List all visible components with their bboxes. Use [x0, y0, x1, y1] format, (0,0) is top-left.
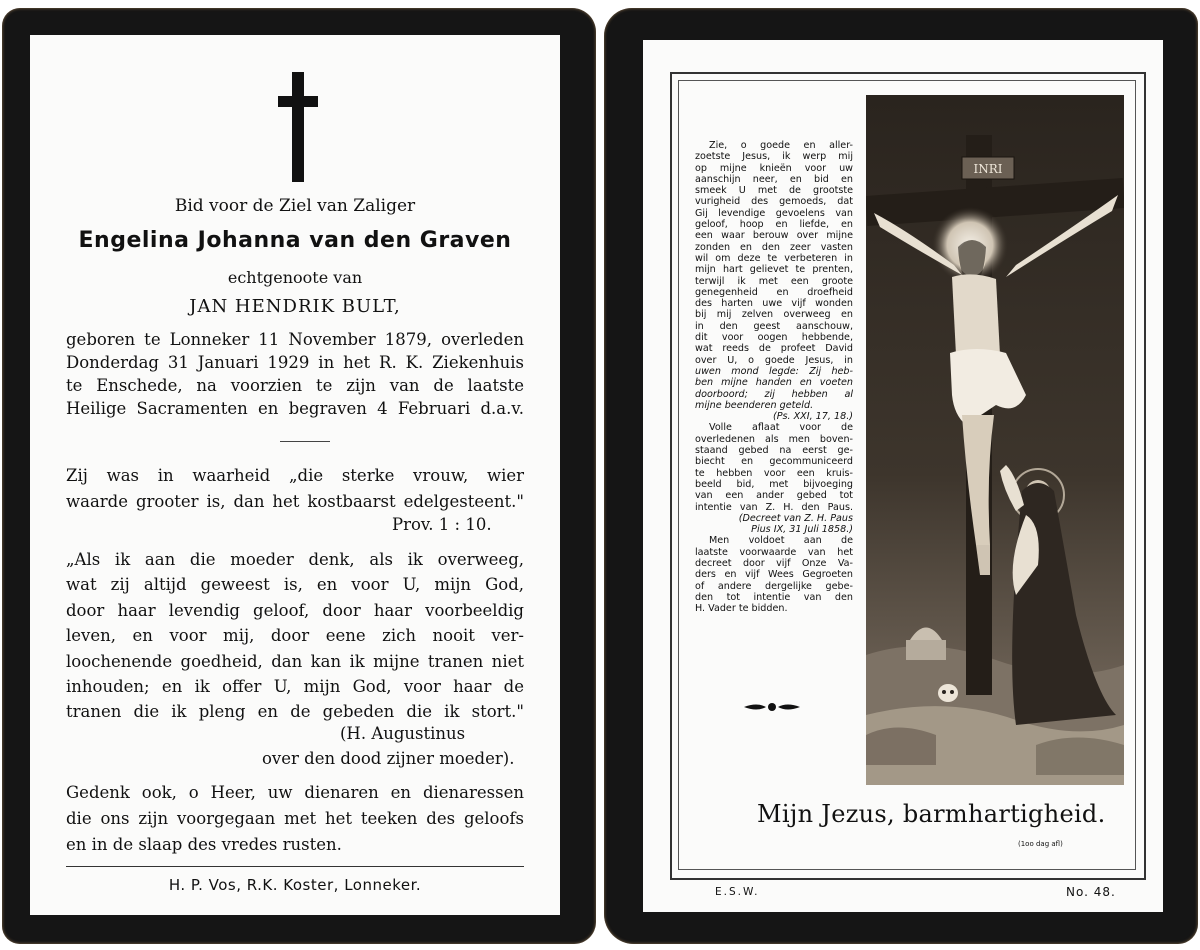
bio-line: Donderdag 31 Januari 1929 in het R. K. Ziekenhuis	[66, 353, 524, 372]
publisher-mark: E.S.W.	[715, 886, 760, 898]
prayer-line: vurigheid des gemoeds, dat	[695, 196, 853, 208]
motto-text: Mijn Jezus, barmhartigheid.	[757, 800, 1106, 828]
augustinus-reference-cont: over den dood zijner moeder).	[262, 749, 515, 768]
closing-prayer	[66, 780, 524, 858]
proverb-reference: Prov. 1 : 10.	[392, 515, 492, 534]
prayer-line: ders en vijf Wees Gegroeten	[695, 569, 853, 581]
prayer-line: die ons zijn voorgegaan met het teeken des geloofs	[66, 809, 524, 828]
separator-line	[280, 441, 330, 442]
prayer-line: (Ps. XXI, 17, 18.)	[772, 411, 853, 423]
prayer-line: Gedenk ook, o Heer, uw dienaren en dienaressen	[66, 783, 524, 802]
intro-text: Bid voor de Ziel van Zaliger	[174, 196, 416, 216]
prayer-line: mijn hart gelievet te prenten,	[695, 264, 853, 276]
prayer-line: ben mijne handen en voeten	[695, 377, 853, 389]
prayer-line: Pius IX, 31 Juli 1858.)	[751, 524, 853, 536]
prayer-line: van een ander gebed tot	[695, 490, 853, 502]
prayer-line: H. Vader te bidden.	[695, 603, 788, 615]
quote-line: loochenende goedheid, dan kan ik mijne tranen niet	[66, 651, 524, 671]
quote-line: tranen die ik pleng en de gebeden die ik stort."	[66, 702, 524, 722]
prayer-line: over U, o goede Jesus, in	[695, 354, 853, 366]
prayer-line: staand gebed na eerst ge-	[695, 445, 853, 457]
prayer-line: genegenheid en droefheid	[695, 286, 853, 298]
prayer-line: intentie van Z. H. den Paus.	[695, 501, 853, 513]
prayer-line: geloof, hoop en liefde, en	[695, 219, 853, 231]
prayer-line: Men voldoet aan de	[709, 535, 853, 547]
quote-line: door haar levendig geloof, door haar voorbeeldig	[66, 600, 524, 620]
prayer-line: wat reeds de profeet David	[695, 343, 853, 355]
prayer-line: doorboord; zij hebben al	[695, 388, 853, 400]
ornament-icon	[742, 700, 802, 714]
bio-line: Heilige Sacramenten en begraven 4 Februari d.a.v.	[66, 399, 524, 418]
prayer-line: den tot intentie van den	[695, 591, 853, 603]
biography	[66, 328, 524, 420]
cross-icon	[292, 72, 304, 182]
augustinus-reference: (H. Augustinus	[340, 724, 466, 743]
prayer-line: overledenen als men boven-	[695, 433, 853, 445]
prayer-line: mijne beenderen geteld.	[695, 399, 814, 411]
prayer-line: op mijne knieën voor uw	[695, 162, 853, 174]
cross-icon-bar	[278, 96, 318, 107]
prayer-line: en in de slaap des vredes rusten.	[66, 835, 342, 854]
printer-credit: H. P. Vos, R.K. Koster, Lonneker.	[168, 876, 422, 894]
quote-line: Zij was in waarheid „die sterke vrouw, wier	[66, 466, 524, 485]
footer-rule	[66, 866, 524, 867]
quote-line: wat zij altijd geweest is, en voor U, mijn God,	[66, 575, 524, 595]
prayer-line: te hebben voor een kruis-	[695, 467, 853, 479]
prayer-line: decreet door vijf Onze Va-	[695, 557, 853, 569]
prayer-line: biecht en gecommuniceerd	[695, 456, 853, 468]
prayer-line: aanschijn neer, en bid en	[695, 173, 853, 185]
prayer-line: uwen mond legde: Zij heb-	[695, 365, 853, 377]
prayer-line: bij mij zelven overweeg en	[695, 309, 853, 321]
prayer-line: smeek U met de grootste	[695, 185, 853, 197]
prayer-line: Volle aflaat voor de	[709, 422, 853, 434]
prayer-line: dit voor oogen hebbende,	[695, 332, 853, 344]
prayer-line: beeld bid, met bijvoeging	[695, 478, 853, 490]
prayer-line: Gij levendige gevoelens van	[695, 207, 853, 219]
bio-line: geboren te Lonneker 11 November 1879, overleden	[66, 330, 524, 349]
deceased-name: Engelina Johanna van den Graven	[78, 228, 512, 253]
prayer-line: Zie, o goede en aller-	[709, 140, 853, 151]
prayer-line: een waar berouw over mijne	[695, 230, 853, 242]
prayer-line: laatste voorwaarde van het	[695, 546, 853, 558]
spouse-name: JAN HENDRIK BULT,	[189, 296, 401, 317]
quote-line: waarde grooter is, dan het kostbaarst edelgesteent."	[66, 492, 524, 511]
crucifixion-engraving	[866, 95, 1124, 785]
prayer-line: zonden en den zeer vasten	[695, 241, 853, 253]
quote-line: leven, en voor mij, door eene zich nooit ver-	[66, 626, 524, 646]
proverb-quote	[66, 463, 524, 515]
prayer-line: terwijl ik met een groote	[695, 275, 853, 287]
quote-line: inhouden; en ik offer U, mijn God, voor haar de	[66, 677, 524, 697]
inri-label: INRI	[973, 162, 1003, 176]
indulgence-prayer	[695, 140, 853, 614]
prayer-line: des harten uwe vijf wonden	[695, 298, 853, 310]
prayer-line: zoetste Jesus, ik werp mij	[695, 151, 853, 163]
spouse-label: echtgenoote van	[227, 268, 363, 287]
indulgence-note: (1oo dag afl)	[1018, 840, 1063, 848]
prayer-line: (Decreet van Z. H. Paus	[738, 512, 853, 524]
prayer-line: wil om deze te verbeteren in	[695, 252, 853, 264]
quote-line: „Als ik aan die moeder denk, als ik overweeg,	[66, 550, 524, 569]
prayer-line: of andere dergelijke gebe-	[695, 580, 853, 592]
card-number: No. 48.	[1066, 885, 1116, 899]
bio-line: te Enschede, na voorzien te zijn van de laatste	[66, 376, 524, 395]
prayer-line: in den geest aanschouw,	[695, 320, 853, 332]
augustinus-quote	[66, 547, 524, 725]
